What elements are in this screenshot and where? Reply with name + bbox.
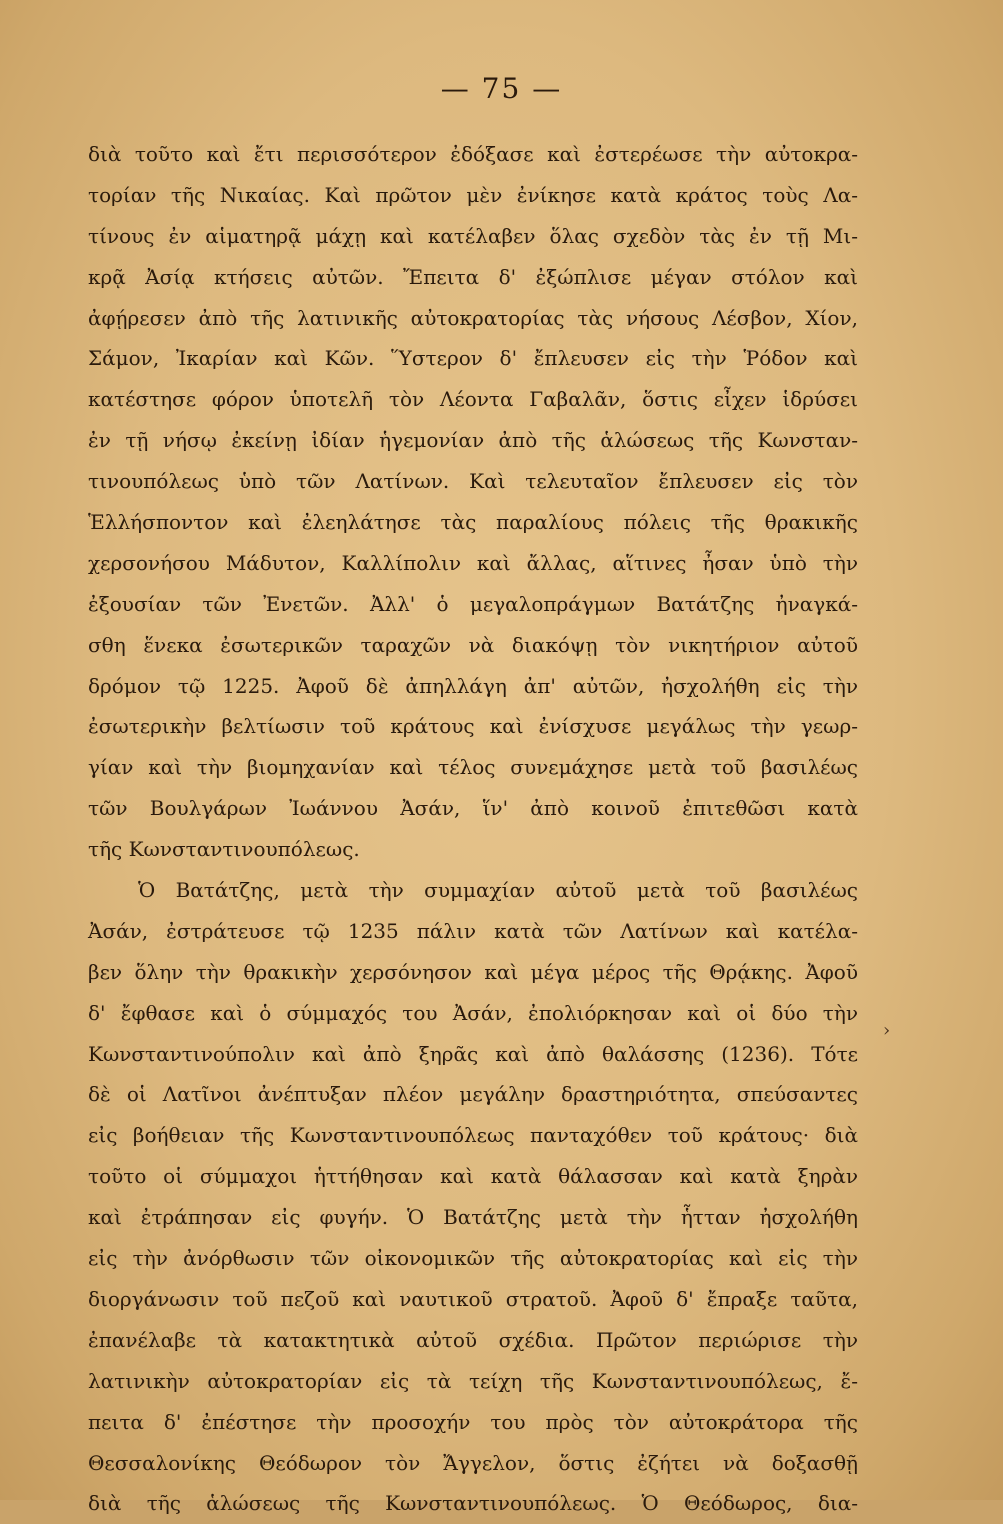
text-line: τίνους ἐν αἱματηρᾷ μάχῃ καὶ κατέλαβεν ὅλας σχεδὸν τὰς ἐν τῇ Μι- xyxy=(88,223,858,248)
text-line: δρόμον τῷ 1225. Ἀφοῦ δὲ ἀπηλλάγη ἀπ' αὐτῶν, ἠσχολήθη εἰς τὴν xyxy=(88,673,858,698)
text-line: ἐν τῇ νήσῳ ἐκείνῃ ἰδίαν ἡγεμονίαν ἀπὸ τῆς ἁλώσεως τῆς Κωνσταν- xyxy=(88,428,858,453)
text-line: διὰ τοῦτο καὶ ἔτι περισσότερον ἐδόξασε καὶ ἐστερέωσε τὴν αὐτοκρα- xyxy=(88,142,858,166)
text-line: εἰς βοήθειαν τῆς Κωνσταντινουπόλεως πανταχόθεν τοῦ κράτους· διὰ xyxy=(88,1123,858,1148)
text-line: Ἀσάν, ἐστράτευσε τῷ 1235 πάλιν κατὰ τῶν Λατίνων καὶ κατέλα- xyxy=(88,918,858,943)
text-line: ἀφῄρεσεν ἀπὸ τῆς λατινικῆς αὐτοκρατορίας τὰς νήσους Λέσβον, Χίον, xyxy=(88,305,858,330)
margin-mark: › xyxy=(883,1020,891,1041)
text-line: γίαν καὶ τὴν βιομηχανίαν καὶ τέλος συνεμάχησε μετὰ τοῦ βασιλέως xyxy=(88,755,858,780)
text-line: δ' ἔφθασε καὶ ὁ σύμμαχός του Ἀσάν, ἐπολιόρκησαν καὶ οἱ δύο τὴν xyxy=(88,1000,858,1025)
text-line: ἐπανέλαβε τὰ κατακτητικὰ αὐτοῦ σχέδια. Πρῶτον περιώρισε τὴν xyxy=(88,1327,858,1352)
text-line: Θεσσαλονίκης Θεόδωρον τὸν Ἄγγελον, ὅστις ἐζήτει νὰ δοξασθῇ xyxy=(88,1450,858,1475)
text-line: τορίαν τῆς Νικαίας. Καὶ πρῶτον μὲν ἐνίκησε κατὰ κράτος τοὺς Λα- xyxy=(88,182,858,207)
text-line: λατινικὴν αὐτοκρατορίαν εἰς τὰ τείχη τῆς Κωνσταντινουπόλεως, ἔ- xyxy=(88,1368,858,1393)
text-line: τοῦτο οἱ σύμμαχοι ἡττήθησαν καὶ κατὰ θάλασσαν καὶ κατὰ ξηρὰν xyxy=(88,1164,858,1189)
text-line: διὰ τῆς ἁλώσεως τῆς Κωνσταντινουπόλεως. Ὁ Θεόδωρος, δια- xyxy=(88,1491,858,1516)
text-line: εἰς τὴν ἀνόρθωσιν τῶν οἰκονομικῶν τῆς αὐτοκρατορίας καὶ εἰς τὴν xyxy=(88,1246,858,1271)
text-line: ἐξουσίαν τῶν Ἐνετῶν. Ἀλλ' ὁ μεγαλοπράγμων Βατάτζης ἠναγκά- xyxy=(88,591,858,616)
text-line: διοργάνωσιν τοῦ πεζοῦ καὶ ναυτικοῦ στρατοῦ. Ἀφοῦ δ' ἔπραξε ταῦτα, xyxy=(88,1286,858,1311)
text-line: τινουπόλεως ὑπὸ τῶν Λατίνων. Καὶ τελευταῖον ἔπλευσεν εἰς τὸν xyxy=(88,469,858,494)
text-line: Ὁ Βατάτζης, μετὰ τὴν συμμαχίαν αὐτοῦ μετὰ τοῦ βασιλέως xyxy=(138,878,858,903)
text-line: τῶν Βουλγάρων Ἰωάννου Ἀσάν, ἵν' ἀπὸ κοινοῦ ἐπιτεθῶσι κατὰ xyxy=(88,796,858,821)
text-line: πειτα δ' ἐπέστησε τὴν προσοχήν του πρὸς τὸν αὐτοκράτορα τῆς xyxy=(88,1409,858,1434)
text-line: κατέστησε φόρον ὑποτελῆ τὸν Λέοντα Γαβαλᾶν, ὅστις εἶχεν ἱδρύσει xyxy=(88,387,858,412)
text-line: τῆς Κωνσταντινουπόλεως. xyxy=(88,837,360,862)
text-line: καὶ ἐτράπησαν εἰς φυγήν. Ὁ Βατάτζης μετὰ τὴν ἧτταν ἠσχολήθη xyxy=(88,1205,858,1230)
text-line: βεν ὅλην τὴν θρακικὴν χερσόνησον καὶ μέγα μέρος τῆς Θρᾴκης. Ἀφοῦ xyxy=(88,959,858,984)
page-number: — 75 — xyxy=(440,72,563,105)
text-line: χερσονήσου Μάδυτον, Καλλίπολιν καὶ ἄλλας, αἵτινες ἦσαν ὑπὸ τὴν xyxy=(88,550,858,575)
text-body xyxy=(88,134,858,1524)
text-line: Κωνσταντινούπολιν καὶ ἀπὸ ξηρᾶς καὶ ἀπὸ θαλάσσης (1236). Τότε xyxy=(88,1041,858,1066)
text-line: δὲ οἱ Λατῖνοι ἀνέπτυξαν πλέον μεγάλην δραστηριότητα, σπεύσαντες xyxy=(88,1082,858,1107)
text-line: κρᾷ Ἀσίᾳ κτήσεις αὐτῶν. Ἔπειτα δ' ἐξώπλισε μέγαν στόλον καὶ xyxy=(88,264,858,289)
text-line: Ἑλλήσποντον καὶ ἐλεηλάτησε τὰς παραλίους πόλεις τῆς θρακικῆς xyxy=(88,510,858,535)
text-line: σθη ἕνεκα ἐσωτερικῶν ταραχῶν νὰ διακόψῃ τὸν νικητήριον αὐτοῦ xyxy=(88,632,858,657)
text-line: ἐσωτερικὴν βελτίωσιν τοῦ κράτους καὶ ἐνίσχυσε μεγάλως τὴν γεωρ- xyxy=(88,714,858,739)
text-line: Σάμον, Ἰκαρίαν καὶ Κῶν. Ὕστερον δ' ἔπλευσεν εἰς τὴν Ῥόδον καὶ xyxy=(88,346,858,371)
